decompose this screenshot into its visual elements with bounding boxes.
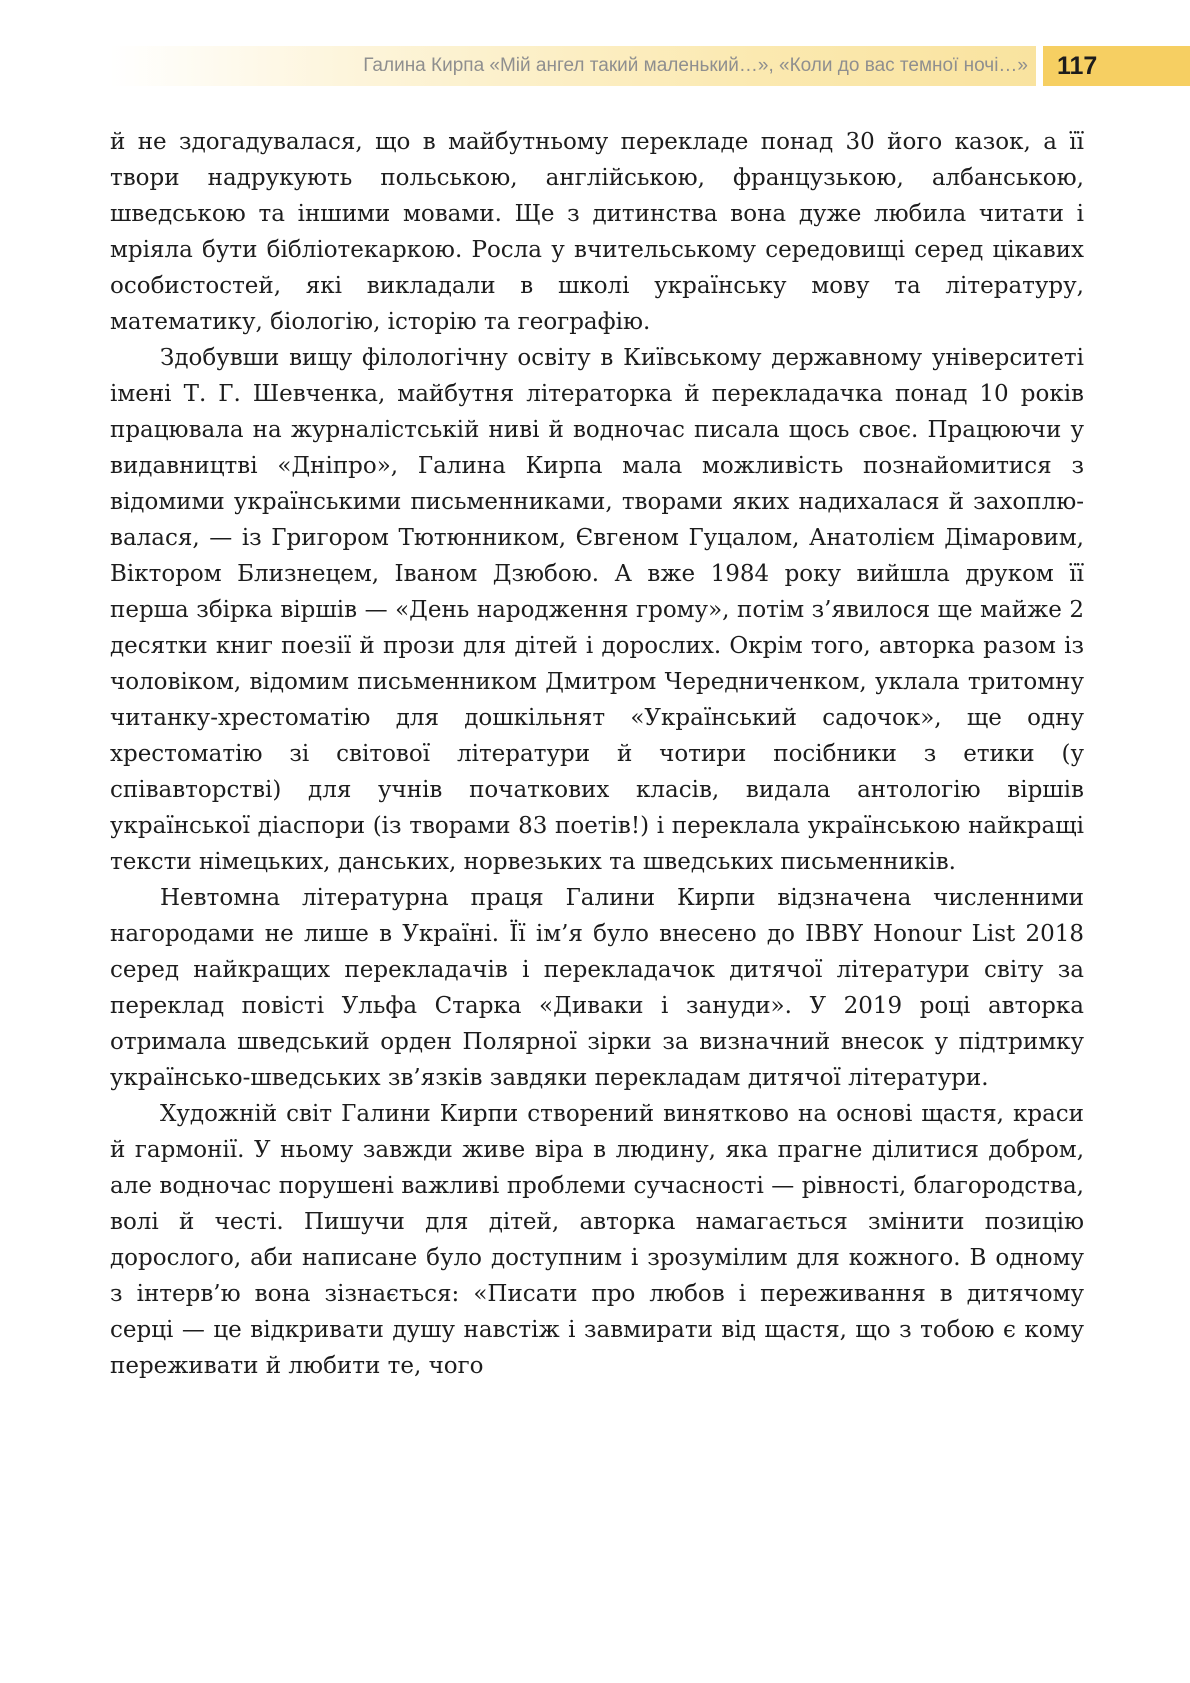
- paragraph-continuation: й не здогадувалася, що в майбутньому перекладе понад 30 його казок, а її твори надрукують польською, англійською, французькою, албанською, шведською та іншими мовами. Ще з дитинства вона дуже любила читати і мріяла бути бібліотекаркою. Росла у вчительському середовищі серед цікавих особистостей, які викладали в школі українську мову та літературу, математику, біологію, історію та географію.: [110, 129, 1084, 335]
- paragraph-artistic-world: Художній світ Галини Кирпи створений винятково на основі щастя, краси й гармонії. У ньому завжди живе віра в людину, яка прагне ділитися добром, але водночас порушені важливі проблеми сучасності — рівності, благородства, волі й честі. Пишучи для дітей, авторка намагається змінити позицію дорослого, аби написане було доступним і зрозумілим для кожного. В одному з інтерв’ю вона зізнається: «Писати про любов і переживання в дитячому серці — це відкривати душу навстіж і завмирати від щастя, що з тобою є кому переживати й любити те, чого: [110, 1101, 1084, 1379]
- page-body: [110, 124, 1084, 1384]
- running-title: Галина Кирпа «Мій ангел такий маленький…», «Коли до вас темної ночі…»: [363, 55, 1028, 76]
- page-number: 117: [1057, 52, 1098, 80]
- paragraph-education: Здобувши вищу філологічну освіту в Київському державному університеті імені Т. Г. Шевченка, майбутня літераторка й перекладачка понад 10 років працювала на журналістській ниві й водночас писала щось своє. Працюючи у видавництві «Дніпро», Галина Кирпа мала можливість познайомитися з відомими українськими письменниками, творами яких надихалася й захоплювалася, — із Григором Тютюнником, Євгеном Гуцалом, Анатолієм Дімаровим, Віктором Близнецем, Іваном Дзюбою. А вже 1984 року вийшла друком її перша збірка віршів — «День народження грому», потім з’явилося ще майже 2 десятки книг поезії й прози для дітей і дорослих. Окрім того, авторка разом із чоловіком, відомим письменником Дмитром Чередниченком, уклала тритомну читанку-хрестоматію для дошкільнят «Український садочок», ще одну хрестоматію зі світової літератури й чотири посібники з етики (у співавторстві) для учнів початкових класів, видала антологію віршів української діаспори (із творами 83 поетів!) і переклала українською найкращі тексти німецьких, данських, норвезьких та шведських письменників.: [110, 345, 1084, 875]
- paragraph-awards: Невтомна літературна праця Галини Кирпи відзначена численними нагородами не лише в Україні. Її ім’я було внесено до IBBY Honour List 2018 серед найкращих перекладачів і перекладачок дитячої літератури світу за переклад повісті Ульфа Старка «Диваки і зануди». У 2019 році авторка отримала шведський орден Полярної зірки за визначний внесок у підтримку українсько-шведських зв’язків завдяки перекладам дитячої літератури.: [110, 885, 1084, 1091]
